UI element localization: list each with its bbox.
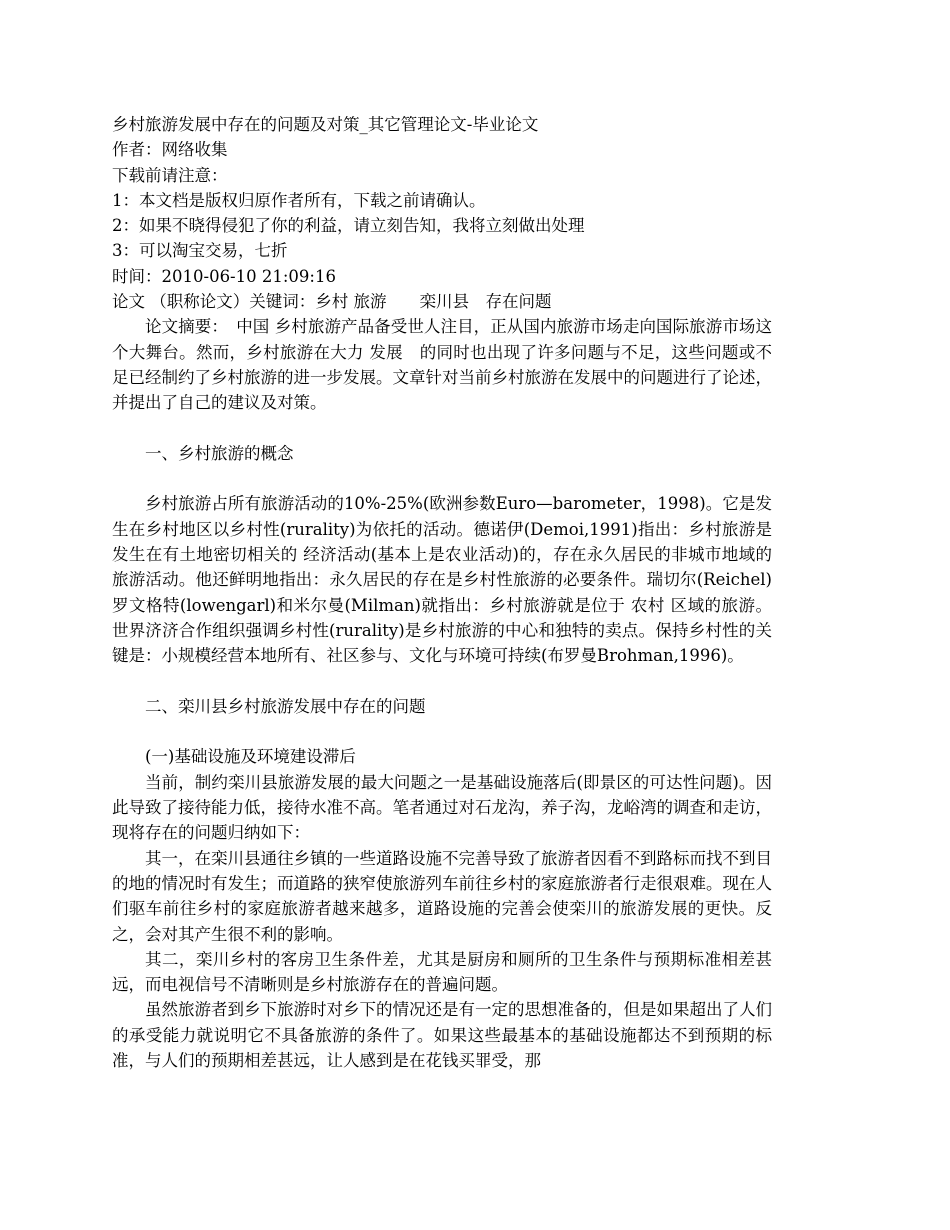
subsection-1-heading: (一)基础设施及环境建设滞后 bbox=[145, 747, 356, 767]
notice-header: 下载前请注意： bbox=[112, 165, 228, 185]
notice-item-1: 1：本文档是版权归原作者所有，下载之前请确认。 bbox=[112, 190, 486, 210]
time-line: 时间：2010-06-10 21:09:16 bbox=[112, 266, 336, 286]
body-paragraph: 当前，制约栾川县旅游发展的最大问题之一是基础设施落后(即景区的可达性问题)。因此导致了接待能力低，接待水准不高。笔者通过对石龙沟，养子沟，龙峪湾的调查和走访，现将存在的问题归纳如下： bbox=[112, 772, 772, 843]
notice-item-3: 3：可以淘宝交易，七折 bbox=[112, 241, 288, 261]
section-1-heading: 一、乡村旅游的概念 bbox=[145, 443, 294, 463]
keywords-line: 论文 （职称论文）关键词：乡村 旅游 栾川县 存在问题 bbox=[112, 292, 552, 312]
spacer bbox=[112, 719, 772, 744]
section-2-heading: 二、栾川县乡村旅游发展中存在的问题 bbox=[145, 696, 426, 716]
document-page bbox=[112, 112, 772, 1073]
spacer bbox=[112, 466, 772, 491]
abstract-paragraph: 论文摘要： 中国 乡村旅游产品备受世人注目，正从国内旅游市场走向国际旅游市场这个大舞台。然而，乡村旅游在大力 发展 的同时也出现了许多问题与不足，这些问题或不足已经制约了乡村旅游的进一步发展。文章针对当前乡村旅游在发展中的问题进行了论述，并提出了自己的建议及对策。 bbox=[112, 317, 772, 413]
body-paragraph: 虽然旅游者到乡下旅游时对乡下的情况还是有一定的思想准备的，但是如果超出了人们的承受能力就说明它不具备旅游的条件了。如果这些最基本的基础设施都达不到预期的标准，与人们的预期相差甚远，让人感到是在花钱买罪受，那 bbox=[112, 1000, 772, 1070]
section-1-paragraph: 乡村旅游占所有旅游活动的10%-25%(欧洲参数Euro—barometer，1998)。它是发生在乡村地区以乡村性(rurality)为依托的活动。德诺伊(Demoi,1991)指出：乡村旅游是发生在有土地密切相关的 经济活动(基本上是农业活动)的，存在永久居民的非城市地域的旅游活动。他还鲜明地指出：永久居民的存在是乡村性旅游的必要条件。瑞切尔(Reichel)罗文格特(lowengarl)和米尔曼(Milman)就指出：乡村旅游就是位于 农村 区域的旅游。世界济济合作组织强调乡村性(rurality)是乡村旅游的中心和独特的卖点。保持乡村性的关键是：小规模经营本地所有、社区参与、文化与环境可持续(布罗曼Brohman,1996)。 bbox=[112, 494, 772, 666]
body-paragraph: 其一，在栾川县通往乡镇的一些道路设施不完善导致了旅游者因看不到路标而找不到目的地的情况时有发生；而道路的狭窄使旅游列车前往乡村的家庭旅游者行走很艰难。现在人们驱车前往乡村的家庭旅游者越来越多，道路设施的完善会使栾川的旅游发展的更快。反之，会对其产生很不利的影响。 bbox=[112, 848, 772, 944]
notice-item-2: 2：如果不晓得侵犯了你的利益，请立刻告知，我将立刻做出处理 bbox=[112, 216, 585, 236]
body-paragraph: 其二，栾川乡村的客房卫生条件差，尤其是厨房和厕所的卫生条件与预期标准相差甚远，而电视信号不清晰则是乡村旅游存在的普遍问题。 bbox=[112, 949, 772, 995]
document-title: 乡村旅游发展中存在的问题及对策_其它管理论文-毕业论文 bbox=[112, 115, 539, 134]
author-line: 作者：网络收集 bbox=[112, 140, 228, 160]
spacer bbox=[112, 416, 772, 441]
spacer bbox=[112, 669, 772, 694]
